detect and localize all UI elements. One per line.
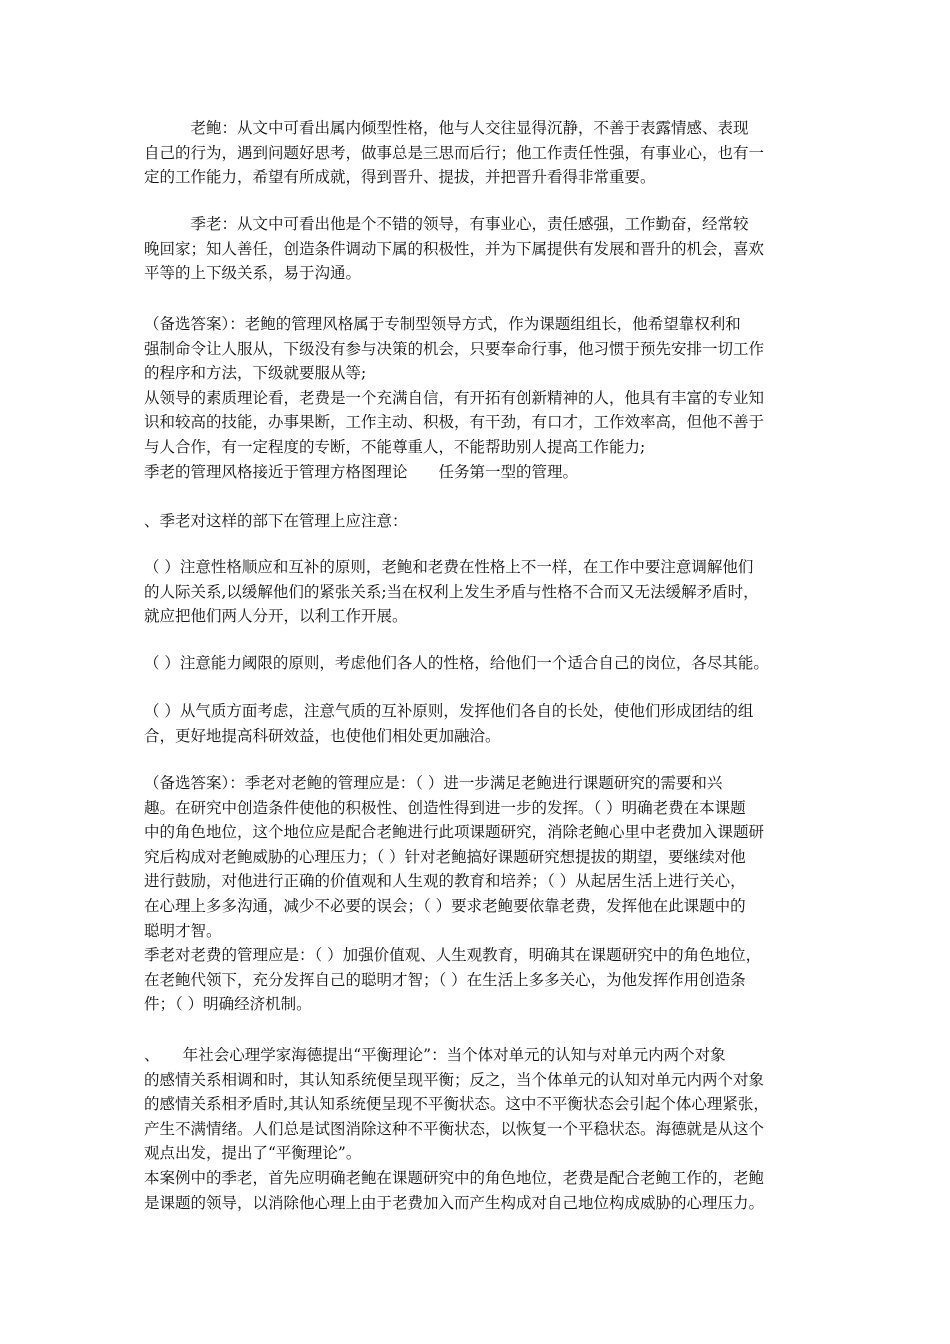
text-line: 从领导的素质理论看，老费是一个充满自信，有开拓有创新精神的人，他具有丰富的专业知: [144, 388, 765, 407]
text-line: （备选答案）：季老对老鲍的管理应是：（ ）进一步满足老鲍进行课题研究的需要和兴: [144, 774, 723, 792]
text-line: 的感情关系相调和时，其认知系统便呈现平衡；反之，当个体单元的认知对单元内两个对象: [144, 1070, 765, 1089]
text-line: （ ）注意能力阈限的原则，考虑他们各人的性格，给他们一个适合自己的岗位，各尽其能。: [144, 654, 769, 672]
text-line: 、季老对这样的部下在管理上应注意：: [144, 512, 408, 530]
text-line: 进行鼓励，对他进行正确的价值观和人生观的教育和培养；（ ）从起居生活上进行关心，: [144, 872, 746, 891]
paragraph-alt-answer-1: [144, 312, 808, 484]
text-line: 晚回家；知人善任，创造条件调动下属的积极性，并为下属提供有发展和晋升的机会，喜欢: [144, 239, 765, 258]
text-line: 的程序和方法，下级就要服从等;: [144, 364, 367, 383]
text-line: 聪明才智。: [144, 921, 222, 940]
paragraph-ji-lao-personality: [144, 212, 808, 286]
text-line: 强制命令让人服从，下级没有参与决策的机会，只要奉命行事，他习惯于预先安排一切工作: [144, 339, 765, 358]
text-line: 的人际关系,以缓解他们的紧张关系;当在权利上发生矛盾与性格不合而又无法缓解矛盾时，: [144, 582, 759, 601]
text-line: 就应把他们两人分开，以利工作开展。: [144, 607, 408, 626]
paragraph-balance-theory: [144, 1043, 808, 1215]
text-line: 、 年社会心理学家海德提出“平衡理论”：当个体对单元的认知与对单元内两个对象: [144, 1046, 726, 1064]
text-line: 本案例中的季老，首先应明确老鲍在课题研究中的角色地位，老费是配合老鲍工作的，老鲍: [144, 1168, 765, 1187]
text-line: 趣。在研究中创造条件使他的积极性、创造性得到进一步的发挥。（ ）明确老费在本课题: [144, 798, 746, 817]
text-line: 季老对老费的管理应是：（ ）加强价值观、人生观教育，明确其在课题研究中的角色地位，: [144, 946, 762, 965]
text-line: 自己的行为，遇到问题好思考，做事总是三思而后行；他工作责任性强，有事业心，也有一: [144, 143, 765, 162]
text-line: 是课题的领导，以消除他心理上由于老费加入而产生构成对自己地位构成威胁的心理压力。: [144, 1193, 765, 1212]
text-line: （备选答案）：老鲍的管理风格属于专制型领导方式，作为课题组组长，他希望靠权利和: [144, 315, 741, 333]
text-line: 在老鲍代领下，充分发挥自己的聪明才智；（ ）在生活上多多关心，为他发挥作用创造条: [144, 970, 746, 989]
text-line: 观点出发，提出了“平衡理论”。: [144, 1144, 362, 1163]
text-line: 的感情关系相矛盾时,其认知系统便呈现不平衡状态。这中不平衡状态会引起个体心理紧张，: [144, 1095, 769, 1114]
paragraph-alt-answer-2: [144, 771, 808, 1017]
text-line: （ ）注意性格顺应和互补的原则，老鲍和老费在性格上不一样，在工作中要注意调解他们: [144, 558, 754, 576]
text-line: （ ）从气质方面考虑，注意气质的互补原则，发挥他们各自的长处，使他们形成团结的组: [144, 702, 754, 720]
text-line: 识和较高的技能，办事果断，工作主动、积极，有干劲，有口才，工作效率高，但他不善于: [144, 413, 765, 432]
text-line: 季老：从文中可看出他是个不错的领导，有事业心，责任感强，工作勤奋，经常较: [144, 215, 749, 233]
paragraph-point-3: [144, 699, 808, 748]
text-line: 定的工作能力，希望有所成就，得到晋升、提拔，并把晋升看得非常重要。: [144, 168, 656, 187]
paragraph-point-2: [144, 651, 808, 676]
text-line: 合，更好地提高科研效益，也使他们相处更加融洽。: [144, 726, 501, 745]
text-line: 平等的上下级关系，易于沟通。: [144, 264, 362, 283]
text-line: 季老的管理风格接近于管理方格图理论 任务第一型的管理。: [144, 462, 579, 481]
paragraph-lao-bao-personality: [144, 116, 808, 190]
text-line: 老鲍：从文中可看出属内倾型性格，他与人交往显得沉静，不善于表露情感、表现: [144, 119, 749, 137]
text-line: 产生不满情绪。人们总是试图消除这种不平衡状态，以恢复一个平稳状态。海德就是从这个: [144, 1119, 765, 1138]
text-line: 在心理上多多沟通，减少不必要的误会；（ ）要求老鲍要依靠老费，发挥他在此课题中的: [144, 896, 746, 915]
text-line: 件；（ ）明确经济机制。: [144, 995, 312, 1014]
text-line: 中的角色地位，这个地位应是配合老鲍进行此项课题研究，消除老鲍心里中老费加入课题研: [144, 823, 765, 842]
paragraph-point-1: [144, 555, 808, 629]
text-line: 与人合作，有一定程度的专断，不能尊重人，不能帮助别人提高工作能力;: [144, 437, 646, 456]
text-line: 究后构成对老鲍威胁的心理压力；（ ）针对老鲍搞好课题研究想提拔的期望，要继续对他: [144, 847, 746, 866]
paragraph-question-heading: [144, 509, 808, 534]
